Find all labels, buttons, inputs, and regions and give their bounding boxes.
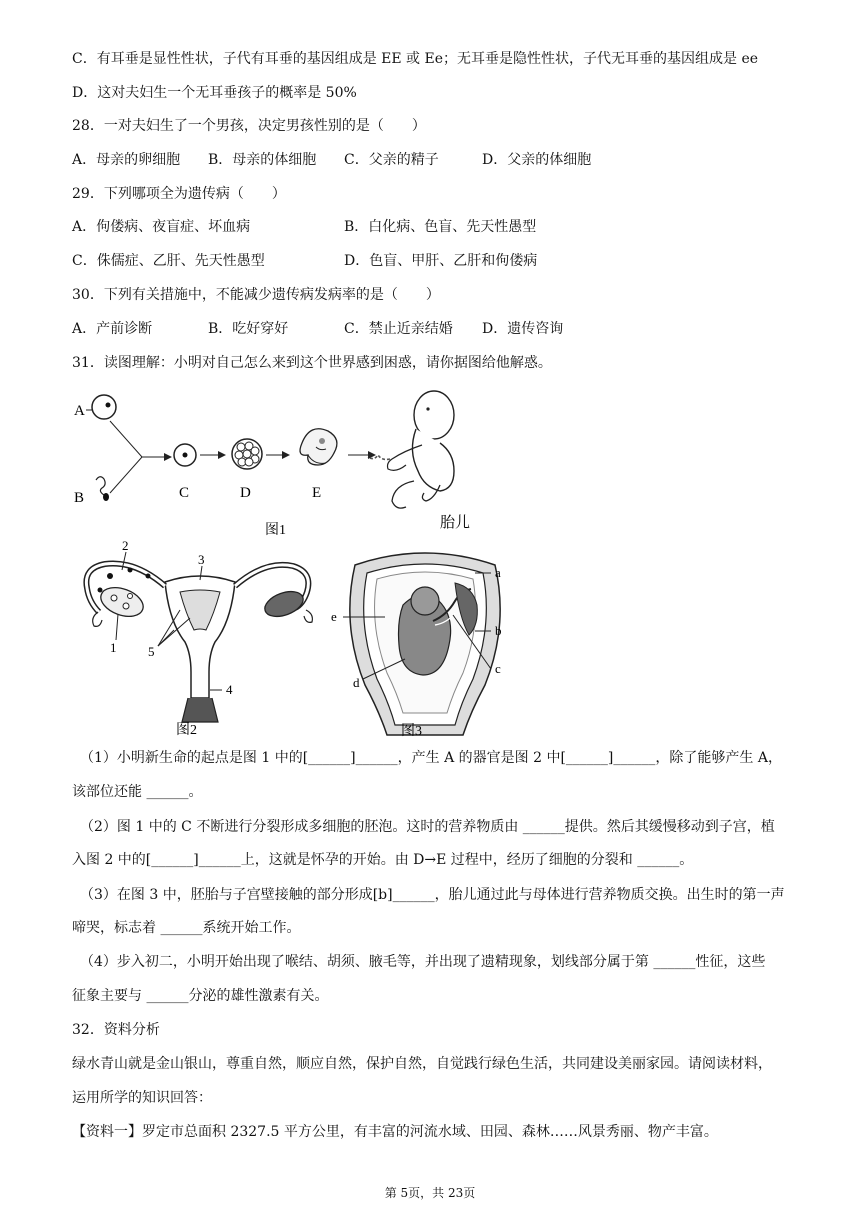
- q31-part1-line2: 该部位还能 ______。: [72, 784, 203, 800]
- q31-part2-line2: 入图 2 中的[______]______上，这就是怀孕的开始。由 D→E 过程中，经历了细胞的分裂和 ______。: [72, 852, 694, 868]
- q31-part3-line2: 啼哭，标志着 ______系统开始工作。: [72, 920, 301, 936]
- fig3-label-b: b: [495, 623, 502, 638]
- fig1-label-a: A: [74, 403, 85, 419]
- fig2-label-4: 4: [226, 682, 233, 697]
- fig3-label-a: a: [495, 565, 501, 580]
- q31-stem: 31．读图理解：小明对自己怎么来到这个世界感到困惑，请你据图给他解惑。: [72, 355, 552, 371]
- fig1-label-e: E: [312, 485, 322, 501]
- q29-option-a: A．佝偻病、夜盲症、坏血病: [72, 219, 251, 235]
- q28-option-b: B．母亲的体细胞: [208, 152, 317, 168]
- q31-part1-line1: （1）小明新生命的起点是图 1 中的[______]______，产生 A 的器官是图 2 中[______]______，除了能够产生 A，: [80, 750, 782, 766]
- q27-option-c: C．有耳垂是显性性状，子代有耳垂的基因组成是 EE 或 Ee；无耳垂是隐性性状，子代无耳垂的基因组成是 ee: [72, 51, 759, 67]
- q29-option-c: C．侏儒症、乙肝、先天性愚型: [72, 253, 265, 269]
- q28-option-c: C．父亲的精子: [344, 152, 439, 168]
- fig2-label-3: 3: [198, 552, 205, 567]
- q31-part4-line1: （4）步入初二，小明开始出现了喉结、胡须、腋毛等，并出现了遗精现象，划线部分属于第 ______性征，这些: [80, 954, 766, 970]
- fig3-label-d: d: [353, 675, 360, 690]
- fig2-caption: 图2: [176, 723, 197, 738]
- q30-option-c: C．禁止近亲结婚: [344, 321, 453, 337]
- page-footer: 第 5页，共 23页: [384, 1186, 476, 1200]
- fig3-label-e: e: [331, 609, 337, 624]
- q29-stem: 29．下列哪项全为遗传病（ ）: [72, 186, 286, 202]
- q32-stem: 32．资料分析: [72, 1022, 160, 1038]
- q29-option-d: D．色盲、甲肝、乙肝和佝偻病: [344, 253, 538, 269]
- q31-part3-line1: （3）在图 3 中，胚胎与子宫壁接触的部分形成[b]______，胎儿通过此与母体进行营养物质交换。出生时的第一声: [80, 887, 785, 903]
- q31-part2-line1: （2）图 1 中的 C 不断进行分裂形成多细胞的胚泡。这时的营养物质由 ______提供。然后其缓慢移动到子宫，植: [80, 819, 775, 835]
- q30-option-b: B．吃好穿好: [208, 321, 289, 337]
- q28-option-d: D．父亲的体细胞: [482, 152, 592, 168]
- figure-2-reproductive-system: [70, 540, 330, 740]
- fetus-drawing: [368, 391, 454, 508]
- fig1-caption: 图1: [265, 523, 286, 538]
- fig1-label-d: D: [240, 485, 251, 501]
- q30-option-d: D．遗传咨询: [482, 321, 564, 337]
- fig1-label-b: B: [74, 490, 85, 506]
- q31-part4-line2: 征象主要与 ______分泌的雄性激素有关。: [72, 988, 329, 1004]
- fig3-label-c: c: [495, 661, 501, 676]
- fig3-caption: 图3: [401, 724, 422, 739]
- fig1-fetus-label: 胎儿: [440, 515, 471, 531]
- q32-material-1: 【资料一】罗定市总面积 2327.5 平方公里，有丰富的河流水域、田园、森林……风景秀丽、物产丰富。: [72, 1124, 718, 1140]
- q28-stem: 28．一对夫妇生了一个男孩，决定男孩性别的是（ ）: [72, 118, 426, 134]
- q30-option-a: A．产前诊断: [72, 321, 153, 337]
- fig1-label-c: C: [179, 485, 190, 501]
- figure-1-development: [60, 385, 480, 545]
- q32-intro-line1: 绿水青山就是金山银山，尊重自然，顺应自然，保护自然，自觉践行绿色生活，共同建设美丽家园。请阅读材料，: [72, 1056, 772, 1072]
- fig2-label-1: 1: [110, 640, 117, 655]
- fig2-label-5: 5: [148, 644, 155, 659]
- q27-option-d: D．这对夫妇生一个无耳垂孩子的概率是 50%: [72, 85, 357, 101]
- figure-3-fetus-in-uterus: [325, 545, 525, 740]
- q30-stem: 30．下列有关措施中，不能减少遗传病发病率的是（ ）: [72, 287, 440, 303]
- q28-option-a: A．母亲的卵细胞: [72, 152, 181, 168]
- q29-option-b: B．白化病、色盲、先天性愚型: [344, 219, 537, 235]
- q32-intro-line2: 运用所学的知识回答：: [72, 1090, 212, 1106]
- fig2-label-2: 2: [122, 540, 129, 553]
